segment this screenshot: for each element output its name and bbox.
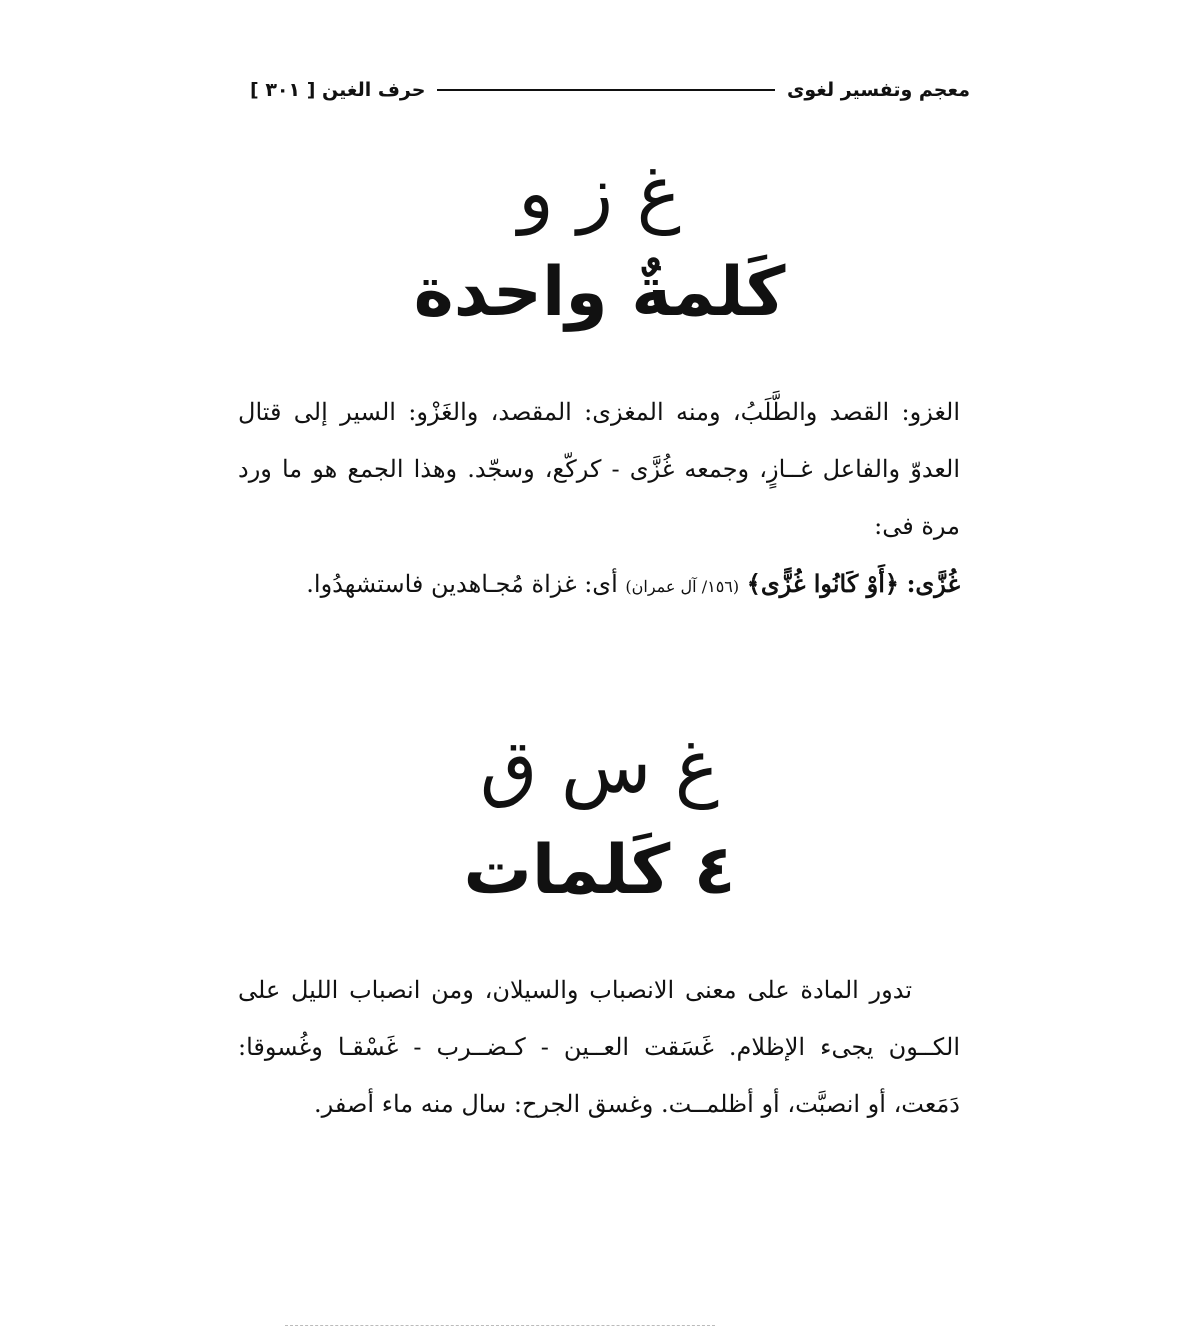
section-label: حرف الغين [ ٣٠١ ]: [250, 79, 426, 101]
quran-citation: [238, 555, 960, 615]
running-header: [250, 72, 970, 108]
root-heading-2: غ س ق: [480, 724, 719, 810]
entry-paragraph: الغزو: القصد والطَّلَبُ، ومنه المغزى: المقصد، والغَزْو: السير إلى قتال العدوّ والفاعل غــازٍ، وجمعه غُزَّى - كركّع، وسجّد. وهذا الجمع هو ما ورد مرة فى:: [238, 398, 960, 540]
citation-headword: غُزَّى:: [906, 569, 960, 598]
quran-verse: ﴿أَوْ كَانُوا غُزًّى﴾: [746, 569, 899, 598]
root-heading-1: غ ز و: [518, 150, 681, 236]
entry-body-2: [238, 962, 960, 1133]
word-count-heading-1: كَلمةٌ واحدة: [413, 253, 786, 332]
book-title: معجم وتفسير لغوى: [786, 79, 970, 101]
word-count-heading-2: ٤ كَلمات: [463, 831, 736, 910]
header-rule: [437, 89, 775, 91]
entry-body-1: [238, 384, 960, 615]
footer-rule: [285, 1325, 715, 1326]
verse-reference: (١٥٦/ آل عمران): [625, 577, 740, 596]
entry-paragraph: تدور المادة على معنى الانصباب والسيلان، ومن انصباب الليل على الكــون يجىء الإظلام. غَسَقت العــين - كـضــرب - غَسْقـا وغُسوقا: دَمَعت، أو انصبَّت، أو أظلمــت. وغسق الجرح: سال منه ماء أصفر.: [238, 976, 960, 1118]
citation-gloss: أى: غزاة مُجـاهدين فاستشهدُوا.: [306, 570, 618, 598]
